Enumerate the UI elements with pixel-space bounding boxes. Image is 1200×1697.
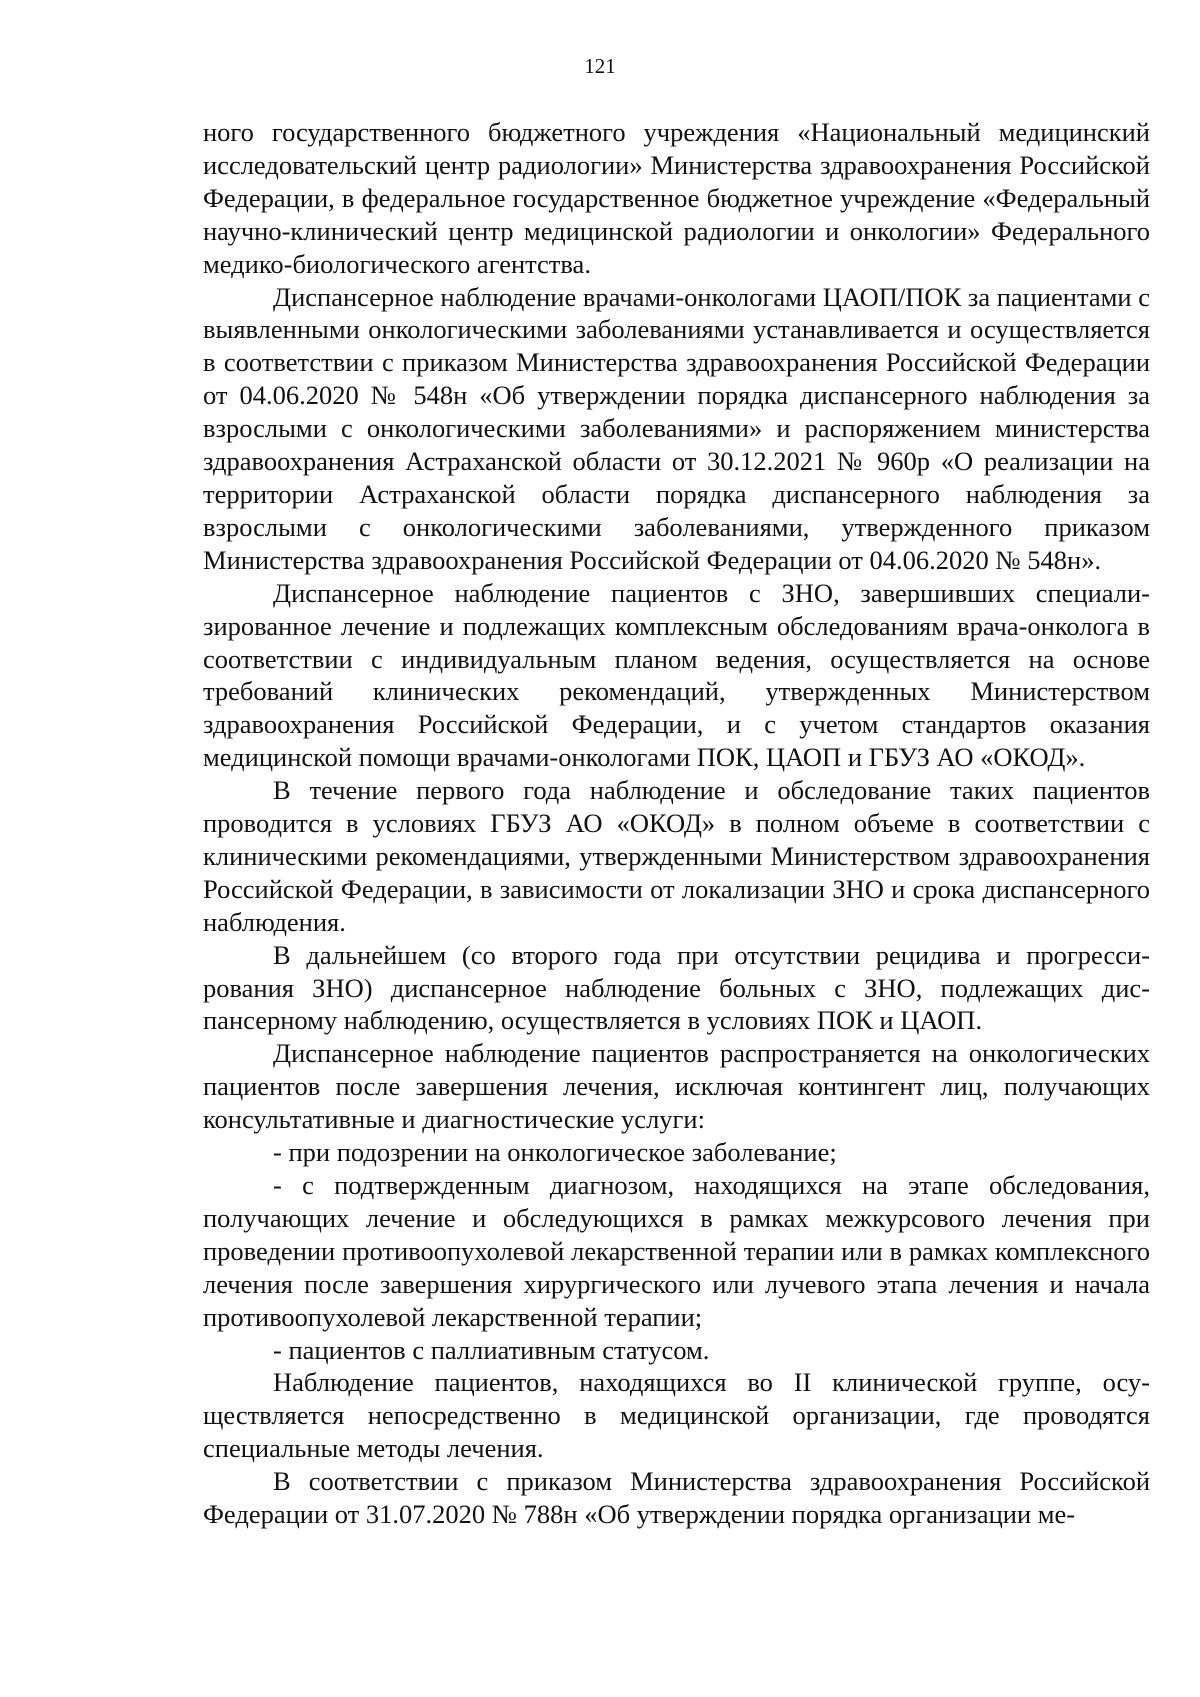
list-item: - пациентов с паллиативным статусом. [273,1334,710,1365]
paragraph: В дальнейшем (со второго года при отсутствии рецидива и прогрессирования ЗНО) диспансерное наблюдение больных с ЗНО, подлежащих диспансерному наблюдению, осуществляется в условиях ПОК и ЦАОП. [203,939,1150,1036]
page-number: 121 [584,54,616,78]
list-item: - при подозрении на онкологическое заболевание; [273,1137,837,1168]
paragraph: Диспансерное наблюдение врачами-онкологами ЦАОП/ПОК за пациентами с выявленными онкологическими заболеваниями устанавливается и осуществляется в соответствии с приказом Министерства здравоохранения Российской Федерации от 04.06.2020 № 548н «Об утверждении порядка диспансерного наблюдения за взрослыми с онкологическими заболеваниями» и распоряжением министерства здравоохранения Астраханской области от 30.12.2021 № 960р «О реализации на территории Астраханской области порядка диспансерного наблюдения за взрослыми с онкологическими заболеваниями, утвержденного приказом Министерства здравоохранения Российской Федерации от 04.06.2020 № 548н». [203,281,1150,575]
paragraph: Наблюдение пациентов, находящихся во II клинической группе, осуществляется непосредственно в медицинской организации, где проводятся специальные методы лечения. [203,1367,1150,1464]
paragraph: ного государственного бюджетного учреждения «Национальный медицинский исследовательский центр радиологии» Министерства здравоохранения Российской Федерации, в федеральное государственное бюджетное учреждение «Федеральный научно-клинический центр медицинской радиологии и онкологии» Федерального медико-биологического агентства. [203,117,1150,279]
list-item: - с подтвержденным диагнозом, находящихся на этапе обследования, получающих лечение и обследующихся в рамках межкурсового лечения при проведении противоопухолевой лекарственной терапии или в рамках комплексного лечения после завершения хирургического или лучевого этапа лечения и начала противоопухолевой лекарственной терапии; [203,1170,1150,1332]
paragraph: В соответствии с приказом Министерства здравоохранения Российской Федерации от 31.07.2020 № 788н «Об утверждении порядка организации ме- [203,1466,1150,1530]
document-body [203,116,1150,1531]
paragraph: Диспансерное наблюдение пациентов с ЗНО, завершивших специализированное лечение и подлежащих комплексным обследованиям врача-онколога в соответствии с индивидуальным планом ведения, осуществляется на основе требований клинических рекомендаций, утвержденных Министерством здравоохранения Российской Федерации, и с учетом стандартов оказания медицинской помощи врачами-онкологами ПОК, ЦАОП и ГБУЗ АО «ОКОД». [203,577,1150,773]
paragraph: В течение первого года наблюдение и обследование таких пациентов проводится в условиях ГБУЗ АО «ОКОД» в полном объеме в соответствии с клиническими рекомендациями, утвержденными Министерством здравоохранения Российской Федерации, в зависимости от локализации ЗНО и срока диспансерного наблюдения. [203,775,1150,937]
paragraph: Диспансерное наблюдение пациентов распространяется на онкологических пациентов после завершения лечения, исключая контингент лиц, получающих консультативные и диагностические услуги: [203,1038,1150,1135]
